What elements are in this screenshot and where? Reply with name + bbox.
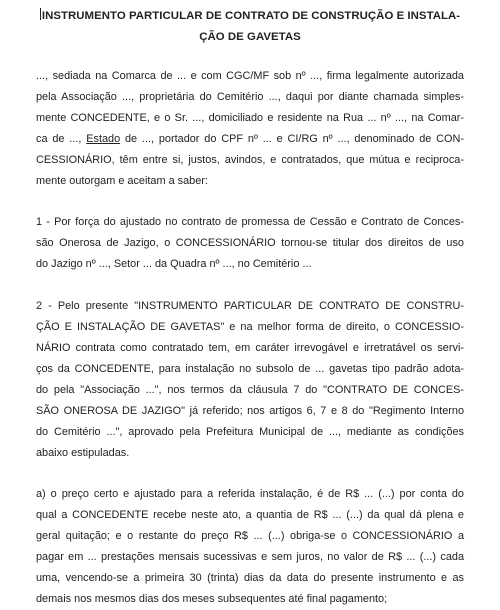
text-line: do pela "Associação ...", nos termos da cláusula 7 do "CONTRATO DE CONCES- [36, 383, 464, 396]
document-title [36, 6, 464, 48]
text-fragment: ca de ..., [36, 132, 87, 145]
title-line-2: ÇÃO DE GAVETAS [199, 31, 301, 43]
text-line: do Jazigo nº ..., Setor ... da Quadra nº ..., no Cemitério ... [36, 258, 312, 271]
text-line: ços da CONCEDENTE, para instalação no subsolo de ... gavetas tipo padrão adota- [36, 362, 464, 375]
text-line: mente CONCEDENTE, e o Sr. ..., domiciliado e residente na Rua ... nº ..., na Comar- [36, 111, 464, 124]
text-line: 2 - Pelo presente "INSTRUMENTO PARTICULAR DE CONTRATO DE CONSTRU- [36, 300, 464, 313]
text-line: SÃO ONEROSA DE JAZIGO" já referido; nos artigos 6, 7 e 8 do "Regimento Interno [36, 404, 464, 417]
text-line: do Cemitério ...", aprovado pela Prefeitura Municipal de ..., mediante as condições [36, 425, 464, 438]
title-line-1: INSTRUMENTO PARTICULAR DE CONTRATO DE CONSTRUÇÃO E INSTALA- [41, 10, 461, 22]
text-line: ..., sediada na Comarca de ... e com CGC/MF sob nº ..., firma legalmente autorizada [36, 70, 464, 82]
text-cursor [40, 8, 41, 20]
preamble-paragraph [36, 66, 464, 191]
clause-1-paragraph [36, 212, 464, 275]
item-a-paragraph [36, 484, 464, 609]
text-line: NÁRIO contrata como contratado tem, em caráter irrevogável e irretratável os servi- [36, 341, 464, 354]
text-line: pela Associação ..., proprietária do Cemitério ..., daqui por diante chamada simples- [36, 90, 464, 103]
text-line: qual a CONCEDENTE recebe neste ato, a quantia de R$ ... (...) da qual dá plena e [36, 509, 464, 522]
text-line: demais nos mesmos dias dos meses subsequentes até final pagamento; [36, 592, 388, 605]
underlined-word-estado: Estado [86, 132, 121, 145]
text-line: uma, vencendo-se a primeira 30 (trinta) dias da data do presente instrumento e as [36, 572, 464, 585]
text-line: são Onerosa de Jazigo, o CONCESSIONÁRIO tornou-se titular dos direitos de uso [36, 237, 464, 250]
text-line: mente outorgam e aceitam a saber: [36, 174, 208, 187]
text-line: pagar em ... prestações mensais sucessivas e sem juros, no valor de R$ ... (...) cada [36, 551, 464, 564]
text-line: geral quitação; e o restante do preço R$ ... (...) obriga-se o CONCESSIONÁRIO a [36, 530, 464, 543]
text-line: abaixo estipuladas. [36, 446, 130, 459]
clause-2-paragraph [36, 296, 464, 463]
text-line: 1 - Por força do ajustado no contrato de promessa de Cessão e Contrato de Conces- [36, 216, 464, 229]
text-fragment: de ..., portador do CPF nº ... e CI/RG nº ..., denominado de CON- [120, 132, 464, 145]
text-line: CESSIONÁRIO, têm entre si, justos, avindos, e contratados, que mútua e reciproca- [36, 153, 464, 166]
text-line: ÇÃO E INSTALAÇÃO DE GAVETAS" e na melhor forma de direito, o CONCESSIO- [36, 321, 464, 334]
text-line: a) o preço certo e ajustado para a referida instalação, é de R$ ... (...) por conta do [36, 488, 464, 501]
text-line [36, 129, 464, 150]
